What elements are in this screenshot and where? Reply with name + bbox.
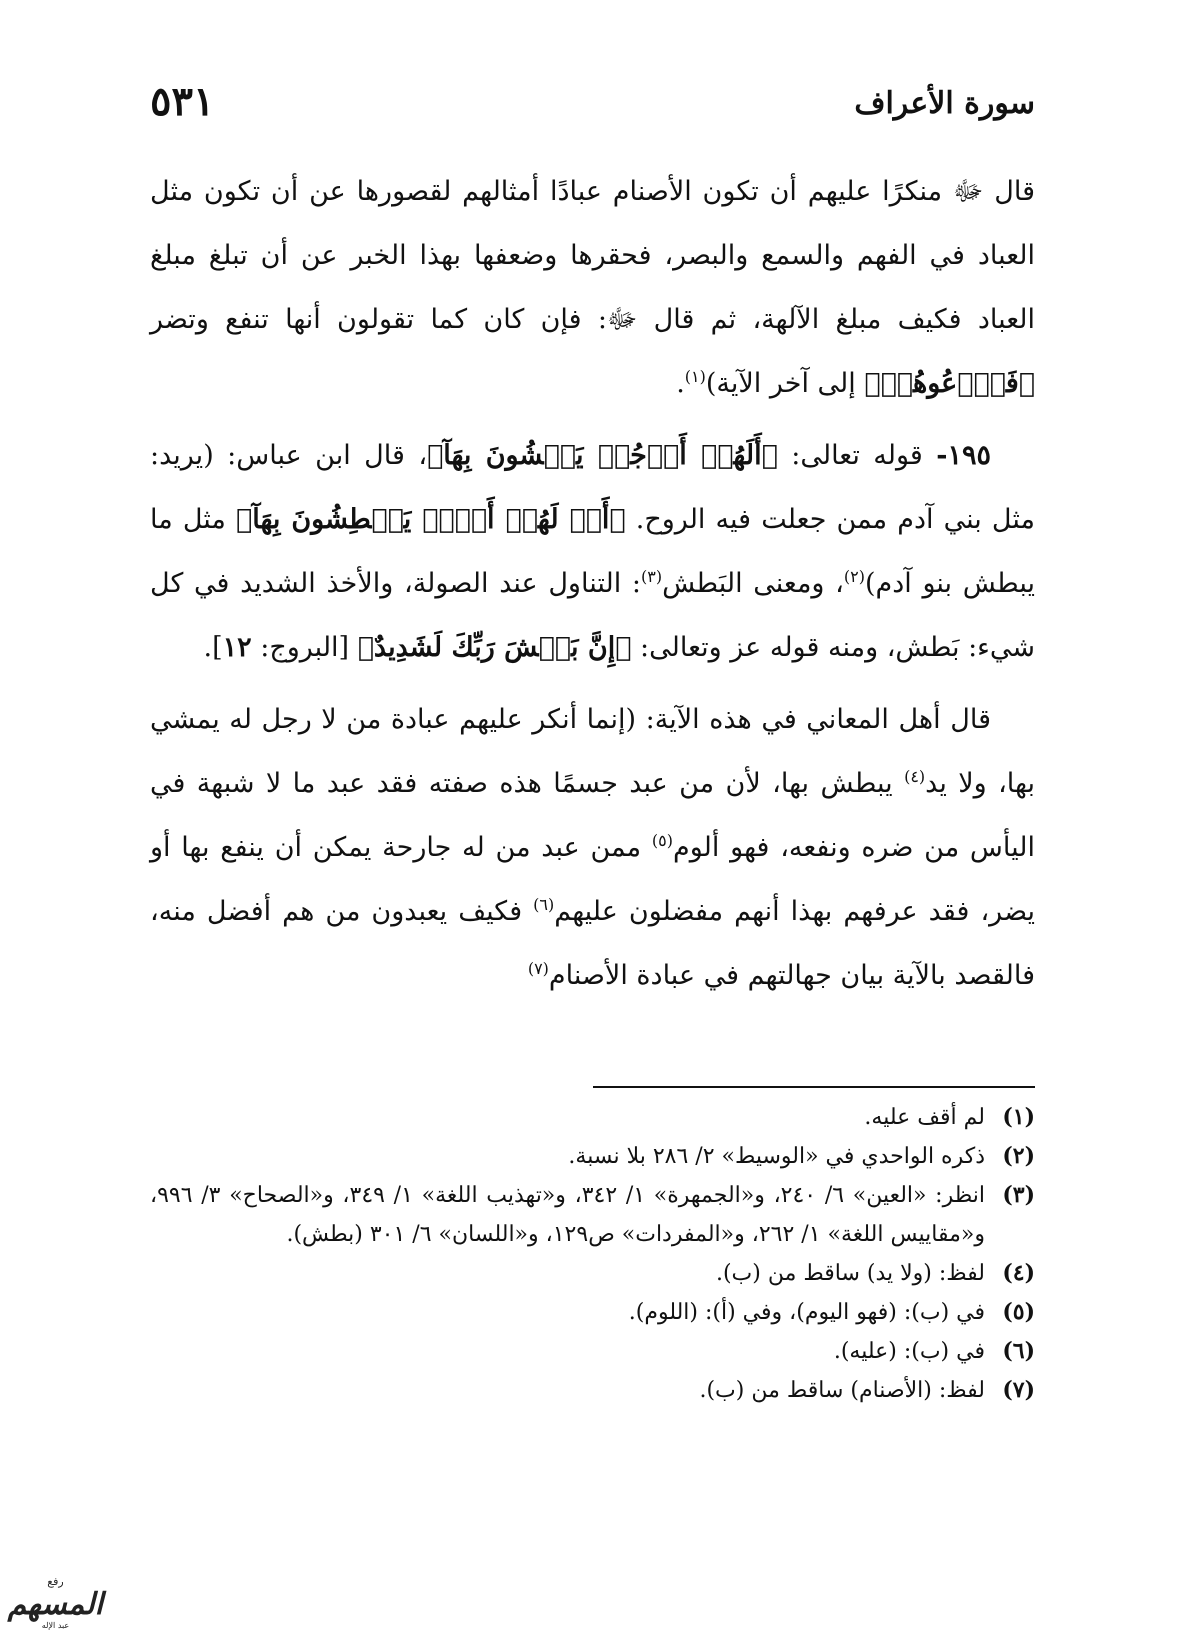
text-span: قال ﷻ منكرًا عليهم أن تكون الأصنام عبادًا أمثالهم لقصورها عن أن تكون مثل العباد في الفهم والسمع والبصر، فحقرها وضعفها بهذا الخبر عن أن تبلغ مبلغ العباد فكيف مبلغ الآلهة، ثم قال ﷻ: فإن كان كما تقولون أنها تنفع وتضر bbox=[150, 176, 1035, 335]
text-span: ، قال ابن عباس: (يريد: مثل بني آدم ممن جعلت فيه الروح. bbox=[150, 440, 1035, 535]
page-number: ٥٣١ bbox=[150, 78, 215, 125]
footnote-number: (٤) bbox=[1002, 1260, 1035, 1286]
footnote-text: انظر: «العين» ٦/ ٢٤٠، و«الجمهرة» ١/ ٣٤٢، و«تهذيب اللغة» ١/ ٣٤٩، و«الصحاح» ٣/ ٩٩٦، و«مقاييس اللغة» ١/ ٢٦٢، و«المفردات» ص١٢٩، و«اللسان» ٦/ ٣٠١ (بطش). bbox=[150, 1183, 986, 1247]
footnote-ref: (٦) bbox=[533, 895, 555, 914]
text-span: : التناول عند الصولة، والأخذ الشديد في كل شيء: بَطش، ومنه قوله عز وتعالى: bbox=[150, 568, 1035, 663]
footnote-number: (٢) bbox=[1002, 1143, 1035, 1169]
text-span: قوله تعالى: bbox=[777, 440, 937, 471]
footnote-text: لفظ: (ولا يد) ساقط من (ب). bbox=[715, 1261, 985, 1286]
footnote-item bbox=[150, 1332, 1035, 1371]
footnote-ref: (٢) bbox=[843, 567, 865, 586]
footnote-ref: (٧) bbox=[527, 959, 549, 978]
footnote-item bbox=[150, 1098, 1035, 1137]
footnote-number: (٣) bbox=[1002, 1182, 1035, 1208]
paragraph-1 bbox=[150, 160, 1035, 416]
text-span: ، ومعنى البَطش bbox=[662, 568, 844, 599]
footnote-item bbox=[150, 1254, 1035, 1293]
footnote-ref: (٥) bbox=[651, 831, 673, 850]
surah-title: سورة الأعراف bbox=[854, 86, 1035, 121]
text-span: قال أهل المعاني في هذه الآية: (إنما أنكر عليهم عبادة من لا رجل له يمشي بها، ولا يد bbox=[150, 704, 1035, 799]
footnote-text: لم أقف عليه. bbox=[864, 1105, 985, 1130]
footnote-item bbox=[150, 1137, 1035, 1176]
quran-quote: ﴿فَٱدۡعُوهُمۡ﴾ bbox=[864, 368, 1035, 399]
paragraph-2 bbox=[150, 424, 1035, 680]
surah-verse-ref: ١٢ bbox=[222, 632, 252, 663]
quran-quote: ﴿إِنَّ بَطۡشَ رَبِّكَ لَشَدِيدٌ﴾ bbox=[357, 632, 632, 663]
footnote-ref: (٣) bbox=[641, 567, 663, 586]
footnote-text: في (ب): (عليه). bbox=[833, 1339, 985, 1364]
main-text bbox=[150, 160, 1035, 1016]
paragraph-3 bbox=[150, 688, 1035, 1008]
footnote-text: ذكره الواحدي في «الوسيط» ٢/ ٢٨٦ بلا نسبة. bbox=[568, 1144, 985, 1169]
text-span: يبطش بها، لأن من عبد جسمًا هذه صفته فقد عبد ما لا شبهة في اليأس من ضره ونفعه، فهو ألوم bbox=[150, 768, 1035, 863]
text-span: . bbox=[676, 368, 685, 399]
footnote-number: (٥) bbox=[1002, 1299, 1035, 1325]
text-span: إلى آخر الآية) bbox=[705, 368, 865, 399]
text-span: مثل ما يبطش بنو آدم) bbox=[150, 504, 1035, 599]
running-head bbox=[150, 78, 1035, 138]
footnote-number: (٧) bbox=[1002, 1377, 1035, 1403]
footnote-ref: (٤) bbox=[904, 767, 926, 786]
quran-quote: ﴿أَمۡ لَهُمۡ أَيۡدٖ يَبۡطِشُونَ بِهَآ﴾ bbox=[236, 504, 626, 535]
footnote-item bbox=[150, 1371, 1035, 1410]
quran-quote: ﴿أَلَهُمۡ أَرۡجُلٞ يَمۡشُونَ بِهَآ﴾ bbox=[427, 440, 778, 471]
footnote-ref: (١) bbox=[684, 367, 706, 386]
footnote-item bbox=[150, 1293, 1035, 1332]
footnotes bbox=[150, 1098, 1035, 1410]
stamp-sub-text: عبد الإله bbox=[41, 1621, 70, 1630]
stamp-top-text: رفع bbox=[47, 1575, 64, 1588]
footnote-number: (١) bbox=[1002, 1104, 1035, 1130]
text-span: ممن عبد من له جارحة يمكن أن ينفع بها أو يضر، فقد عرفهم بهذا أنهم مفضلون عليهم bbox=[150, 832, 1035, 927]
footnote-number: (٦) bbox=[1002, 1338, 1035, 1364]
text-span: فكيف يعبدون من هم أفضل منه، فالقصد بالآية بيان جهالتهم في عبادة الأصنام bbox=[150, 896, 1035, 991]
footnote-text: في (ب): (فهو اليوم)، وفي (أ): (اللوم). bbox=[628, 1300, 985, 1325]
footnote-text: لفظ: (الأصنام) ساقط من (ب). bbox=[699, 1378, 985, 1403]
text-span: ]. bbox=[203, 632, 223, 663]
text-span: [البروج: bbox=[251, 632, 358, 663]
library-stamp-logo bbox=[8, 1575, 103, 1635]
stamp-main-text: المسهم bbox=[7, 1587, 103, 1622]
footnote-item bbox=[150, 1176, 1035, 1254]
verse-number: ١٩٥- bbox=[936, 440, 991, 471]
footnote-divider bbox=[593, 1086, 1035, 1088]
